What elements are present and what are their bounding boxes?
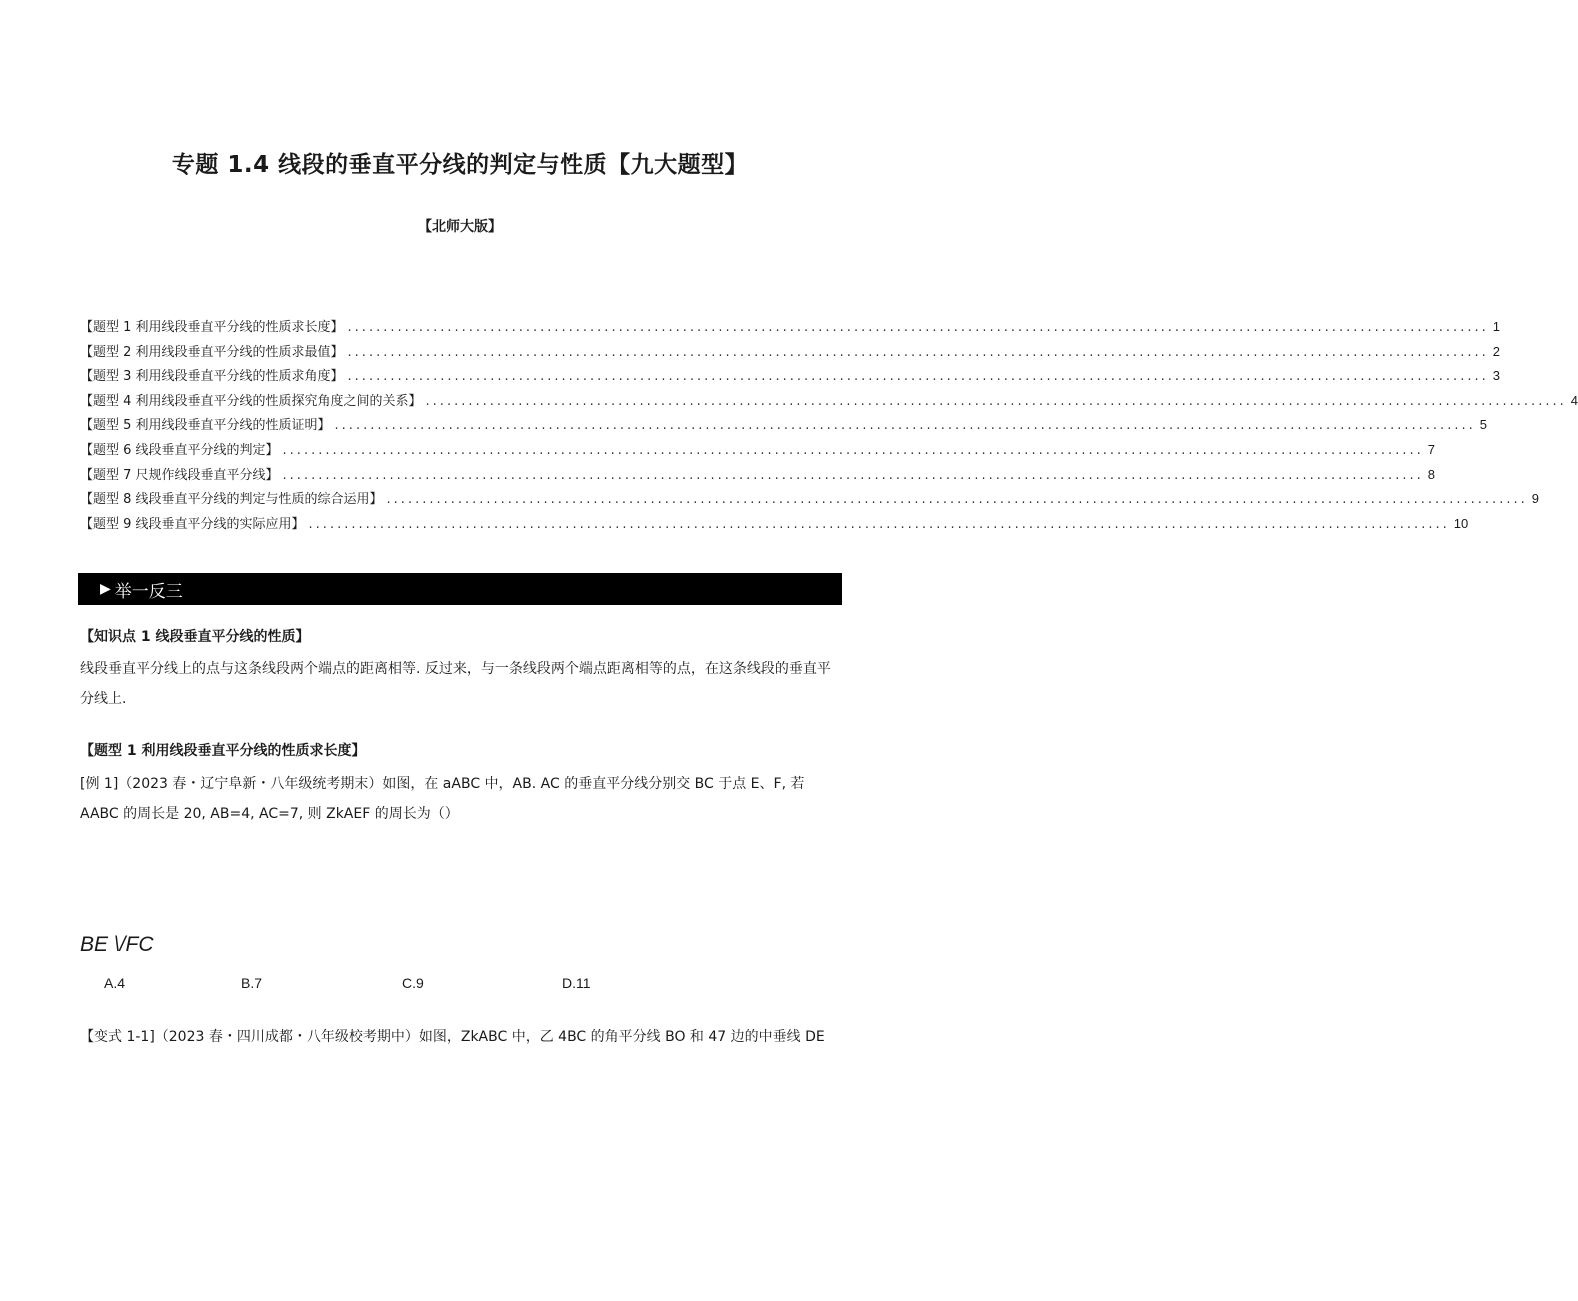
variant-1-1-text: 【变式 1-1]（2023 春・四川成都・八年级校考期中）如图，ZkABC 中，乙 4BC 的角平分线 BO 和 47 边的中垂线 DE — [80, 1029, 825, 1045]
toc-item-label: 【题型 4 利用线段垂直平分线的性质探究角度之间的关系】 — [80, 393, 422, 409]
toc-item[interactable] — [80, 341, 1500, 366]
toc-item[interactable] — [80, 488, 1539, 513]
toc-item-page: 1 — [1492, 319, 1500, 334]
option-a[interactable]: A.4 — [104, 975, 126, 991]
toc-item-page: 5 — [1479, 417, 1487, 433]
toc-item[interactable] — [80, 464, 1435, 489]
option-b[interactable]: B.7 — [241, 975, 263, 991]
toc-item-label: 【题型 2 利用线段垂直平分线的性质求最值】 — [80, 344, 344, 360]
toc-item-label: 【题型 5 利用线段垂直平分线的性质证明】 — [80, 418, 331, 434]
toc-item-page: 10 — [1453, 515, 1469, 531]
page-title: 专题 1.4 线段的垂直平分线的判定与性质【九大题型】 — [171, 152, 749, 178]
toc-item-label: 【题型 3 利用线段垂直平分线的性质求角度】 — [80, 369, 344, 385]
toc-item-page: 3 — [1492, 368, 1500, 384]
toc-item-page: 8 — [1427, 466, 1435, 482]
answer-options — [0, 975, 920, 995]
toc-item[interactable] — [80, 414, 1487, 439]
toc-item[interactable] — [80, 316, 1500, 341]
option-c[interactable]: C.9 — [402, 975, 424, 991]
knowledge-heading: 【知识点 1 线段垂直平分线的性质】 — [80, 629, 310, 645]
example-1-text: [例 1]（2023 春・辽宁阜新・八年级统考期末）如图，在 aABC 中，AB. AC 的垂直平分线分别交 BC 于点 E、F, 若 AABC 的周长是 20, AB=4, AC=7, 则 ZkAEF 的周长为（） — [80, 776, 805, 822]
toc-leader-dots: ................................................................................................................................................................ — [308, 516, 1450, 532]
toc-leader-dots: ................................................................................................................................................................ — [425, 393, 1567, 409]
option-d[interactable]: D.11 — [562, 975, 591, 991]
section-banner — [78, 573, 842, 605]
toc-item-label: 【题型 7 尺规作线段垂直平分线】 — [80, 467, 279, 483]
toc-item-label: 【题型 1 利用线段垂直平分线的性质求长度】 — [80, 320, 344, 335]
toc-item-page: 2 — [1492, 343, 1500, 359]
toc-item[interactable] — [80, 439, 1435, 464]
toc-leader-dots: ................................................................................................................................................................ — [347, 344, 1489, 360]
toc-leader-dots: ................................................................................................................................................................ — [282, 467, 1424, 483]
knowledge-text: 线段垂直平分线上的点与这条线段两个端点的距离相等. 反过来，与一条线段两个端点距离相等的点，在这条线段的垂直平分线上. — [80, 661, 831, 707]
table-of-contents — [80, 316, 1578, 537]
toc-item[interactable] — [80, 513, 1469, 538]
toc-leader-dots: ................................................................................................................................................................ — [282, 442, 1424, 458]
section-banner-label: 举一反三 — [114, 581, 183, 602]
edition-subtitle: 【北师大版】 — [418, 219, 502, 235]
toc-leader-dots: ................................................................................................................................................................ — [347, 369, 1489, 385]
toc-item[interactable] — [80, 365, 1500, 390]
toc-item-page: 7 — [1427, 441, 1435, 457]
toc-leader-dots: ................................................................................................................................................................ — [334, 418, 1476, 434]
play-triangle-icon: ▶ — [100, 581, 111, 597]
toc-leader-dots: ................................................................................................................................................................ — [347, 320, 1489, 335]
toc-item-page: 9 — [1531, 491, 1539, 507]
toc-item[interactable] — [80, 390, 1578, 415]
toc-item-label: 【题型 8 线段垂直平分线的判定与性质的综合运用】 — [80, 492, 383, 508]
toc-leader-dots: ................................................................................................................................................................ — [386, 492, 1528, 508]
toc-item-page: 4 — [1570, 392, 1578, 408]
toc-item-label: 【题型 6 线段垂直平分线的判定】 — [80, 442, 279, 458]
type1-heading: 【题型 1 利用线段垂直平分线的性质求长度】 — [80, 743, 366, 759]
toc-item-label: 【题型 9 线段垂直平分线的实际应用】 — [80, 516, 305, 532]
figure-label: BE \/FC — [80, 933, 154, 956]
